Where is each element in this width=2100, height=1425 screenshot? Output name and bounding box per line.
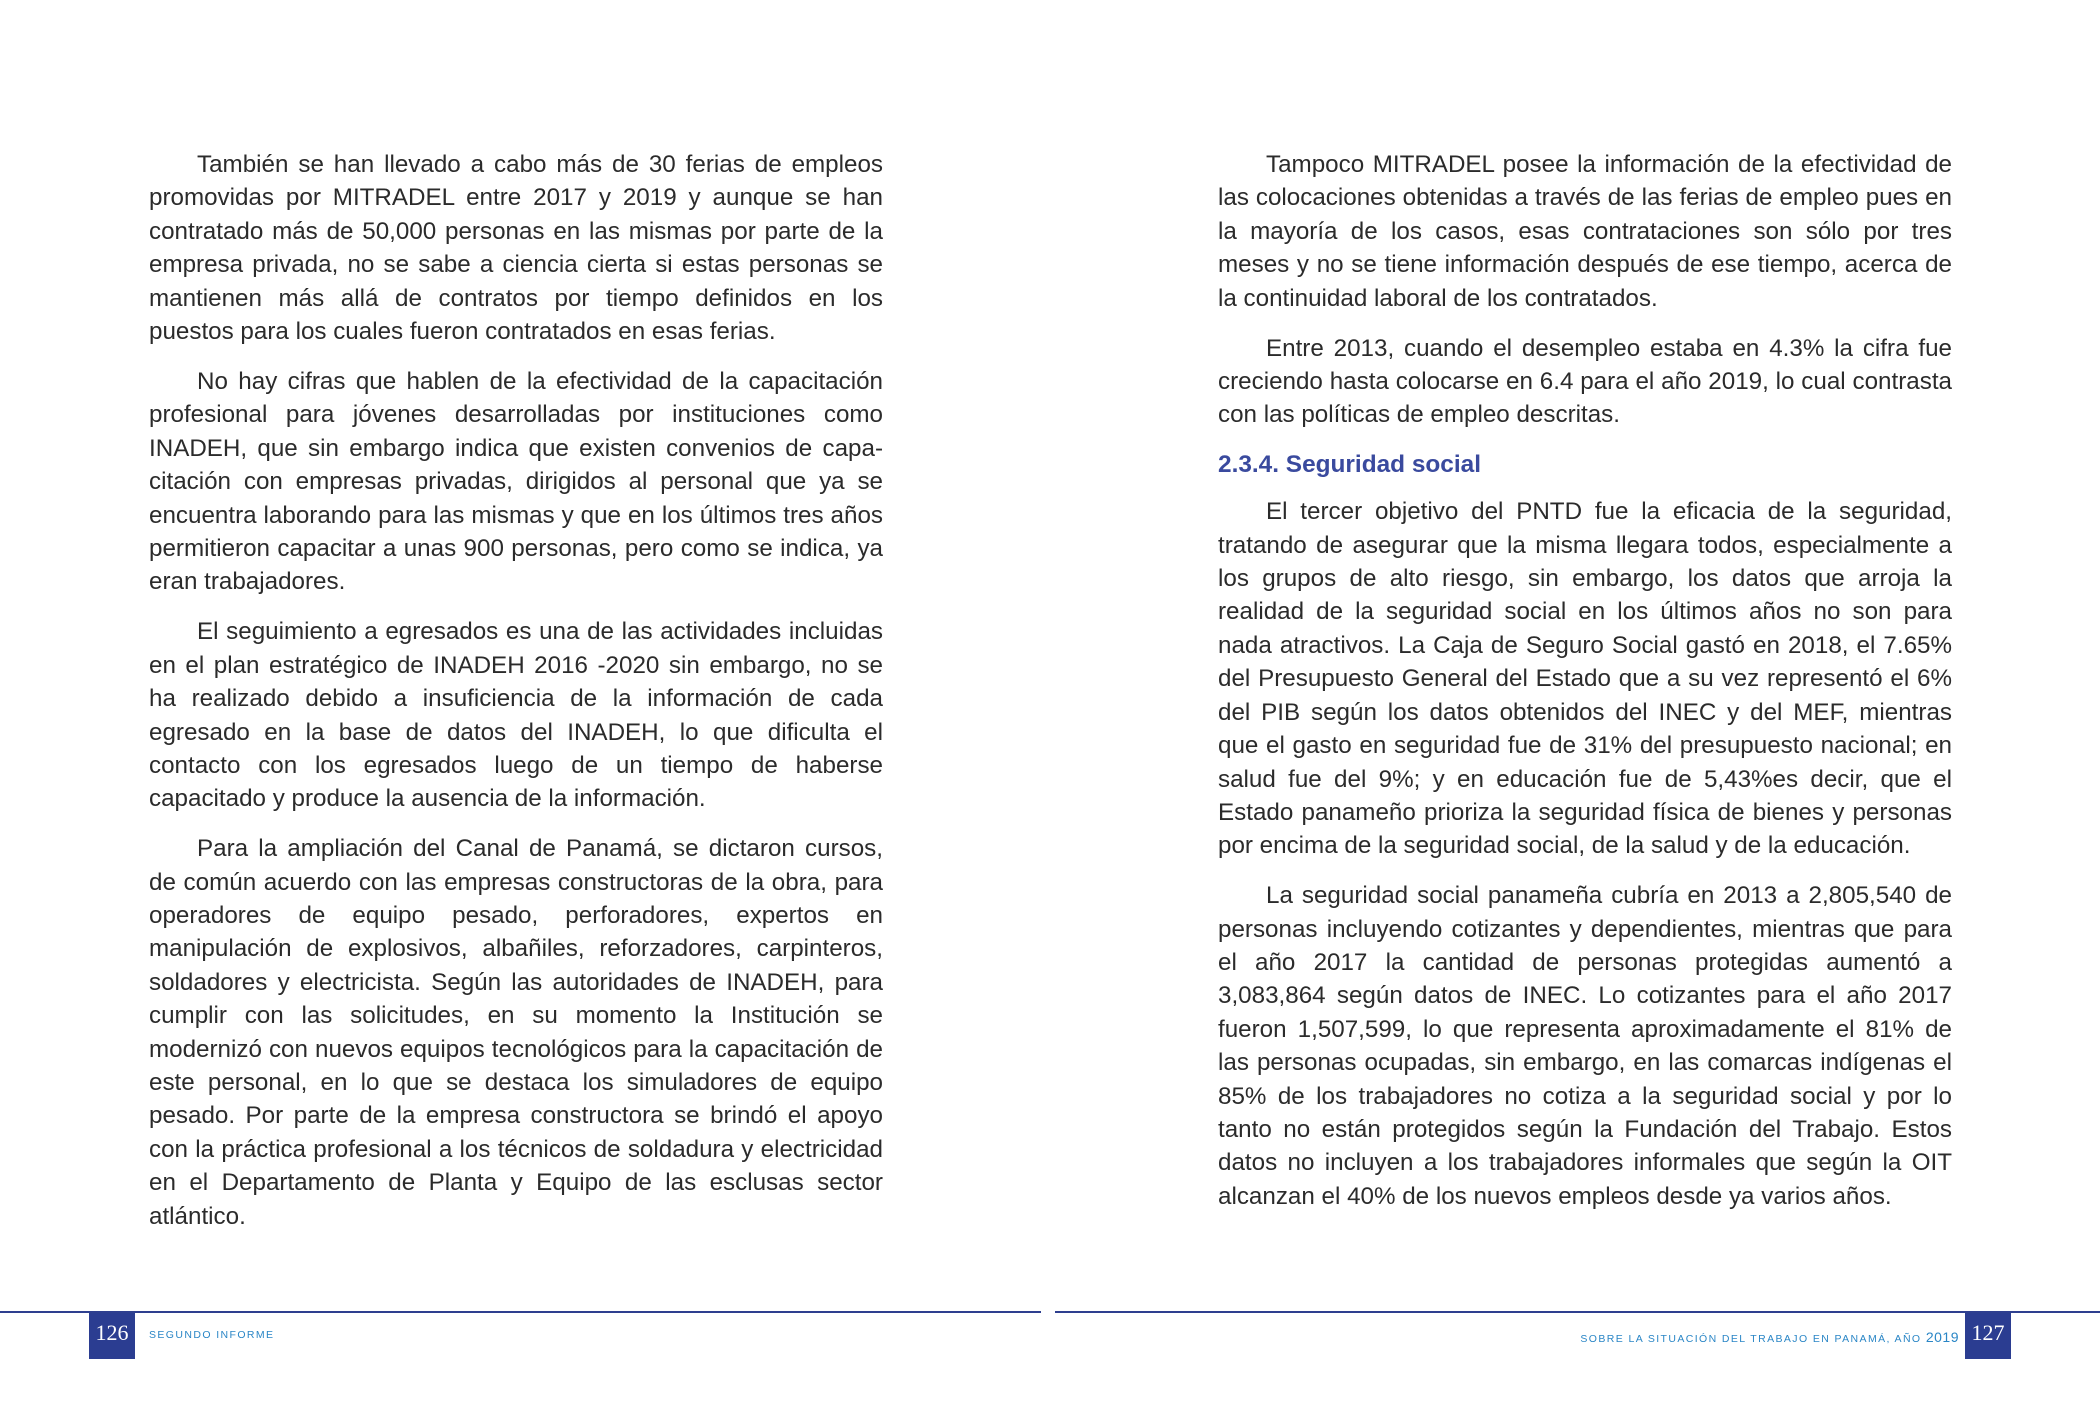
body-paragraph: El seguimiento a egresados es una de las actividades incluidas en el plan estratégico de INADEH 2016 -2020 sin embargo, no se ha realizado debido a insuficiencia de la información de cada egresado en la base de datos del INADEH, lo que dificulta el contacto con los egresados luego de un tiempo de haberse capacitado y produce la ausencia de la información. [149, 618, 883, 813]
page-number: 127 [1965, 1313, 2011, 1359]
body-paragraph: No hay cifras que hablen de la efectividad de la capacitación profesional para jóvenes desarrolladas por instituciones como INADEH, que sin embargo indica que existen convenios de capacitación con empresas privadas, dirigidos al personal que ya se encuentra laborando para las mismas y que en los últimos tres años permitieron capacitar a unas 900 personas, pero como se indica, ya eran trabajadores. [149, 367, 883, 596]
running-head [1580, 1329, 1959, 1345]
running-head [149, 1329, 274, 1341]
running-head-text: SEGUNDO INFORME [149, 1329, 275, 1341]
footer-divider [0, 1311, 1041, 1313]
body-paragraph: Entre 2013, cuando el desempleo estaba en 4.3% la cifra fue creciendo hasta colocarse en 6.4 para el año 2019, lo cual contrasta con las políticas de empleo descritas. [1218, 334, 1952, 429]
footer-divider [1055, 1311, 2100, 1313]
body-paragraph: Tampoco MITRADEL posee la información de la efectividad de las colocaciones obtenidas a través de las ferias de empleo pues en la mayoría de los casos, esas contrataciones son sólo por tres meses y no se tiene información después de ese tiempo, acerca de la continuidad laboral de los contratados. [1218, 151, 1952, 312]
left-text-column [149, 148, 883, 1250]
page-number: 126 [89, 1313, 135, 1359]
section-heading: 2.3.4. Seguridad social [1218, 451, 1481, 479]
right-text-column [1218, 148, 1952, 1230]
body-paragraph: El tercer objetivo del PNTD fue la eficacia de la seguridad, tratando de asegurar que la misma llegara todos, especialmente a los grupos de alto riesgo, sin embargo, los datos que arroja la realidad de la seguridad social en los últimos años no son para nada atractivos. La Caja de Seguro Social gastó en 2018, el 7.65% del Presupuesto General del Estado que a su vez representó el 6% del PIB según los datos obtenidos del INEC y del MEF, mientras que el gasto en seguridad fue de 31% del presupuesto nacional; en salud fue del 9%; y en educación fue de 5,43%es decir, que el Estado panameño prioriza la seguridad física de bienes y personas por encima de la seguridad social, de la salud y de la educación. [1218, 498, 1952, 860]
body-paragraph: También se han llevado a cabo más de 30 ferias de empleos promovidas por MITRADEL entre 2017 y 2019 y aunque se han contratado más de 50,000 personas en las mismas por parte de la empresa privada, no se sabe a ciencia cierta si estas personas se mantienen más allá de contratos por tiempo definidos en los puestos para los cuales fueron contratados en esas ferias. [149, 151, 883, 346]
body-paragraph: Para la ampliación del Canal de Panamá, se dictaron cursos, de común acuerdo con las empresas constructoras de la obra, para operadores de equipo pesado, perforadores, expertos en manipulación de explosivos, albañiles, reforzadores, carpinteros, soldadores y electricista. Según las autoridades de INADEH, para cumplir con las solicitudes, en su momento la Institución se modernizó con nuevos equipos tecnológicos para la capacitación de este personal, en lo que se destaca los simuladores de equipo pesado. Por parte de la empresa constructora se brindó el apoyo con la práctica profesional a los técnicos de soldadura y electricidad en el Departamento de Planta y Equipo de las esclusas sector atlántico. [149, 835, 883, 1230]
running-head-text: SOBRE LA SITUACIÓN DEL TRABAJO EN PANAMÁ, AÑO [1580, 1333, 1922, 1345]
body-paragraph: La seguridad social panameña cubría en 2013 a 2,805,540 de personas incluyendo cotizantes y dependientes, mientras que para el año 2017 la cantidad de personas protegidas aumentó a 3,083,864 según datos de INEC. Lo cotizantes para el año 2017 fueron 1,507,599, lo que representa aproximadamente el 81% de las personas ocupadas, sin embargo, en las comarcas indígenas el 85% de los trabajadores no cotiza a la seguridad social y por lo tanto no están protegidos según la Fundación del Trabajo. Estos datos no incluyen a los trabajadores informales que según la OIT alcanzan el 40% de los nuevos empleos desde ya varios años. [1218, 882, 1952, 1210]
right-page [1050, 0, 2100, 1425]
running-head-year: 2019 [1925, 1329, 1959, 1345]
